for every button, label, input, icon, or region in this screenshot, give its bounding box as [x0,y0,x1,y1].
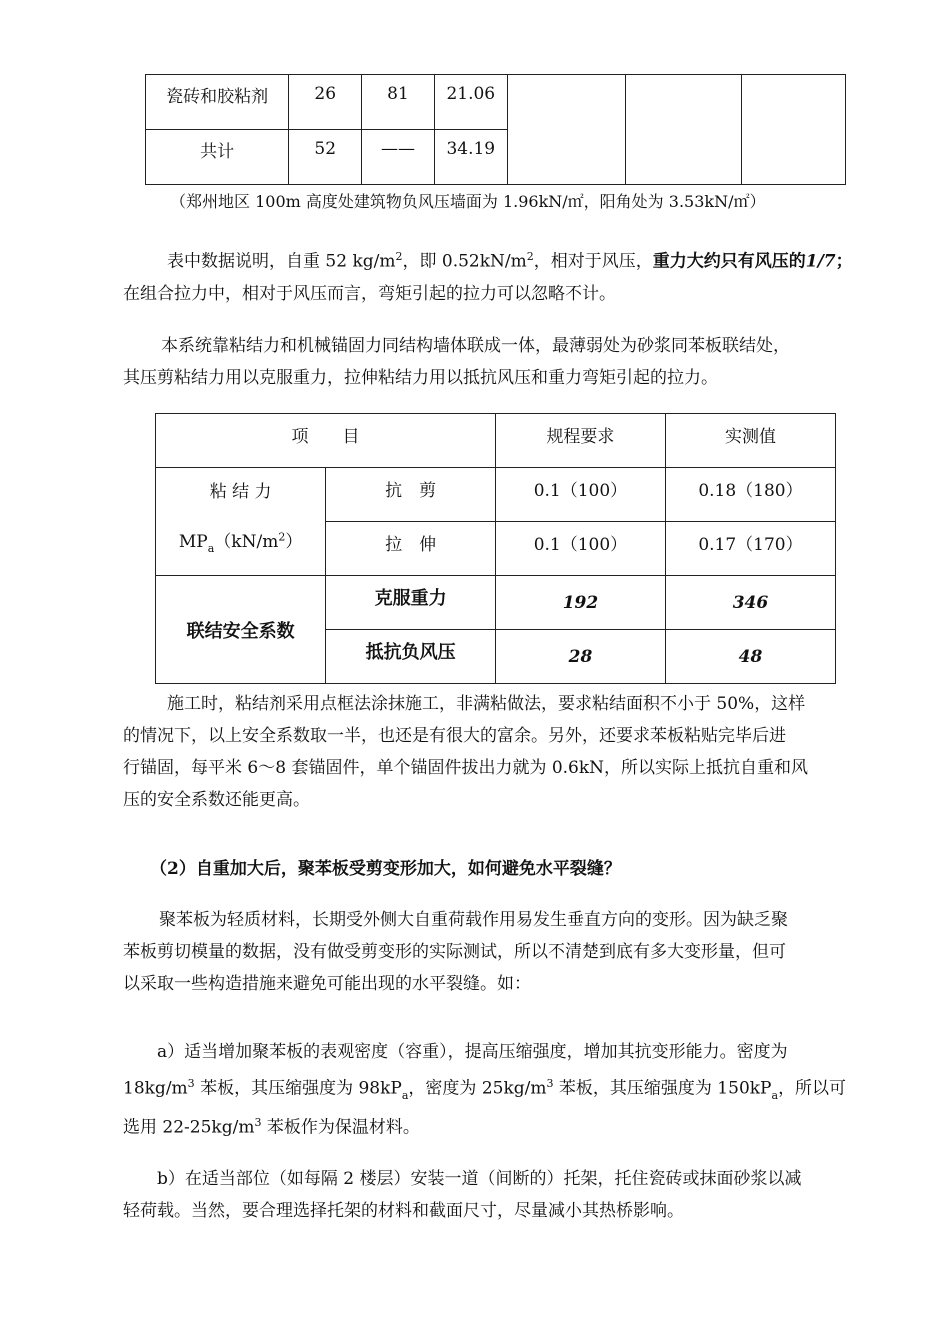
table-row [156,468,836,522]
wind-requirement: 28 [495,630,665,684]
paragraph-measure-b: b）在适当部位（如每隔 2 楼层）安装一道（间断的）托架，托住瓷砖或抹面砂浆以减 轻荷载。当然，要合理选择托架的材料和截面尺寸，尽量减小其热桥影响。 [123,1169,802,1221]
gravity-label: 克服重力 [326,576,496,630]
table-cell: 52 [289,130,362,185]
paragraph-bonding-system: 本系统靠粘结力和机械锚固力同结构墙体联成一体，最薄弱处为砂浆同苯板联结处， 其压剪粘结力用以克服重力，拉伸粘结力用以抵抗风压和重力弯矩引起的拉力。 [123,336,790,388]
tension-label: 拉 伸 [326,522,496,576]
paragraph-weight-vs-wind: 表中数据说明，自重 52 $kg/m^2$，即 $0.52kN/m^2$，相对于风压，重力大约只有风压的1/7； 在组合拉力中，相对于风压而言，弯矩引起的拉力可以忽略不计。 [123,250,853,304]
paragraph-deformation: 聚苯板为轻质材料，长期受外侧大自重荷载作用易发生垂直方向的变形。因为缺乏聚 苯板剪切模量的数据，没有做受剪变形的实际测试，所以不清楚到底有多大变形量，但可 以采取一些构造措施来避免可能出现的水平裂缝。如： [123,910,788,994]
table-row [156,576,836,630]
table-cell [741,75,846,185]
gravity-requirement: 192 [495,576,665,630]
table-cell: 瓷砖和胶粘剂 [146,75,289,130]
header-item: 项 目 [156,414,496,468]
tension-requirement: 0.1（100） [495,522,665,576]
shear-label: 抗 剪 [326,468,496,522]
wind-label: 抵抗负风压 [326,630,496,684]
paragraph-measure-a: a）适当增加聚苯板的表观密度（容重），提高压缩强度，增加其抗变形能力。密度为 $18kg/m^3$ 苯板，其压缩强度为 $98kP_a$，密度为 $25kg/m^3$ 苯板，其压缩强度为 $150kP_a$，所以可 选用 $22-25kg/m^3$ 苯板作为保温材料。 [123,1042,847,1138]
gravity-measured: 346 [665,576,835,630]
bond-force-label: 粘 结 力 $MP_a(kN/m^2)$ [156,468,326,576]
bond-strength-table [155,413,836,684]
tension-measured: 0.17（170） [665,522,835,576]
table-cell: —— [362,130,435,185]
table-cell [626,75,741,185]
table-row [146,75,846,130]
table-cell [507,75,625,185]
table-cell: 共计 [146,130,289,185]
load-table [145,74,846,185]
section-heading: （2）自重加大后，聚苯板受剪变形加大，如何避免水平裂缝？ [150,859,621,879]
table-cell: 34.19 [434,130,507,185]
table-cell: 21.06 [434,75,507,130]
paragraph-construction: 施工时，粘结剂采用点框法涂抹施工，非满粘做法，要求粘结面积不小于 50%，这样 的情况下，以上安全系数取一半，也还是有很大的富余。另外，还要求苯板粘贴完毕后进 行锚固，每平米 6～8 套锚固件，单个锚固件拔出力就为 0.6kN，所以实际上抵抗自重和风 压的安全系数还能更高。 [123,694,809,810]
header-measured: 实测值 [665,414,835,468]
shear-measured: 0.18（180） [665,468,835,522]
table-header-row [156,414,836,468]
safety-factor-label: 联结安全系数 [156,576,326,684]
table-note: （郑州地区 100m 高度处建筑物负风压墙面为 1.96kN/㎡，阳角处为 3.53kN/㎡） [170,192,766,211]
wind-measured: 48 [665,630,835,684]
table-cell: 81 [362,75,435,130]
header-requirement: 规程要求 [495,414,665,468]
shear-requirement: 0.1（100） [495,468,665,522]
table-cell: 26 [289,75,362,130]
